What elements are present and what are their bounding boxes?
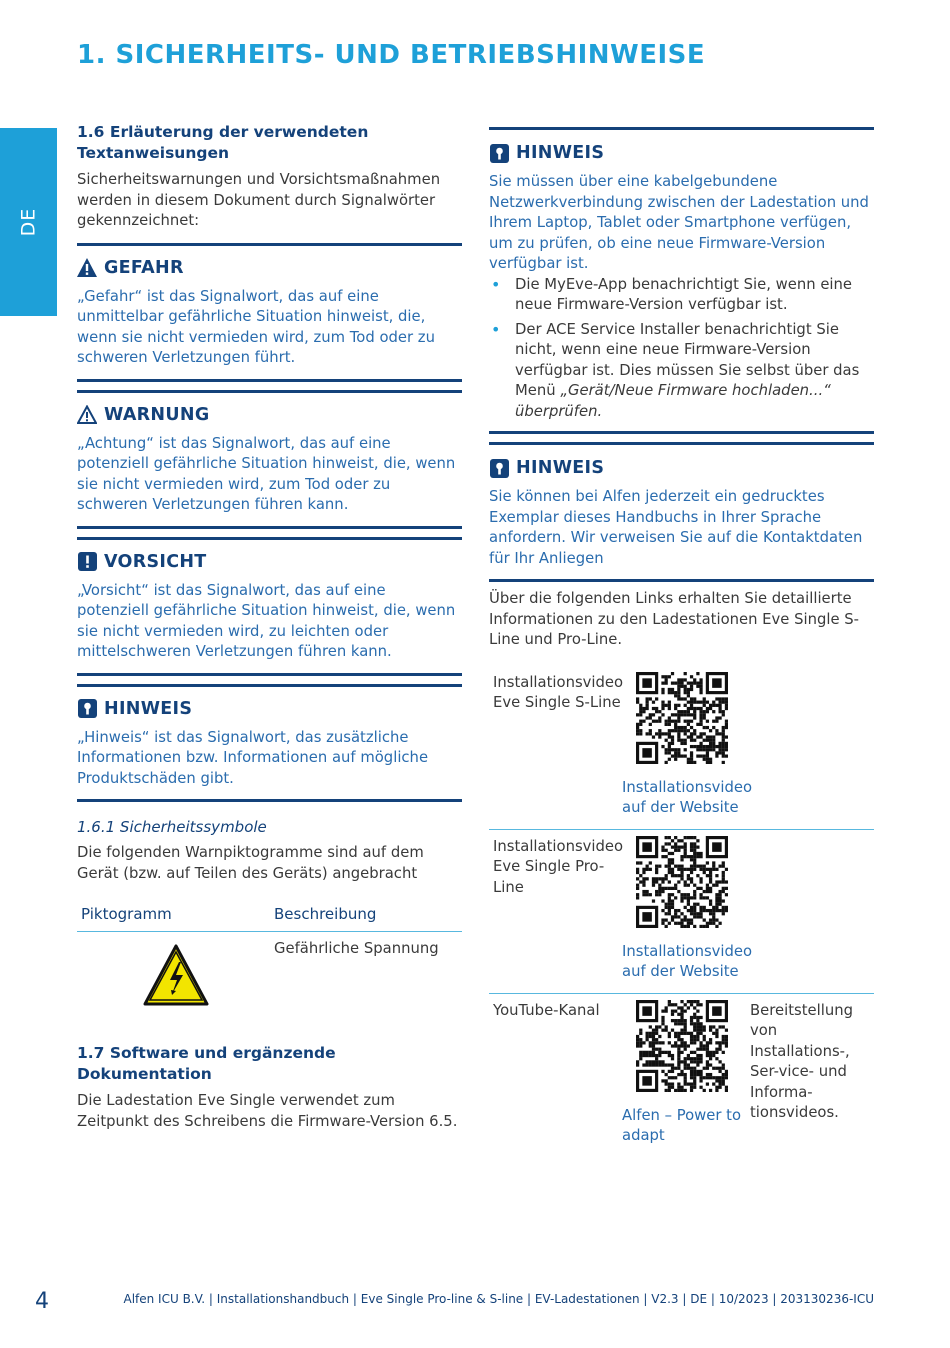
page-title: 1. SICHERHEITS- UND BETRIEBSHINWEISE bbox=[77, 40, 706, 70]
list-item bbox=[489, 320, 874, 423]
divider bbox=[77, 799, 462, 802]
keyhole-square-icon bbox=[489, 458, 509, 478]
link-caption[interactable]: Installationsvideo auf der Website bbox=[622, 778, 753, 816]
divider bbox=[77, 379, 462, 382]
link-label: YouTube-Kanal bbox=[493, 1001, 600, 1019]
notice-vorsicht bbox=[77, 540, 462, 663]
notice-hinweis-title: HINWEIS bbox=[104, 698, 193, 719]
table-header bbox=[77, 896, 462, 932]
danger-triangle-icon bbox=[77, 258, 97, 278]
notice-hinweis-print bbox=[489, 445, 874, 569]
table-row bbox=[77, 932, 462, 1019]
qr-code-icon[interactable] bbox=[636, 1000, 728, 1092]
pictogram-table bbox=[77, 896, 462, 1019]
link-row bbox=[489, 666, 874, 830]
bullet-text: Die MyEve-App benachrichtigt Sie, wenn eine neue Firmware-Version verfügbar ist. bbox=[515, 275, 853, 313]
divider bbox=[77, 526, 462, 529]
keyhole-square-icon bbox=[77, 699, 97, 719]
notice-gefahr-title: GEFAHR bbox=[104, 257, 184, 278]
notice-warnung-title: WARNUNG bbox=[104, 404, 210, 425]
link-caption[interactable]: Installationsvideo auf der Website bbox=[622, 942, 753, 980]
firmware-bullet-list bbox=[489, 275, 874, 423]
section-1-7-text: Die Ladestation Eve Single verwendet zum Zeitpunkt des Schreibens die Firmware-Version 6.5. bbox=[77, 1092, 458, 1130]
link-description: Bereitstellung von Installations-, Ser-vice- und Informa-tionsvideos. bbox=[750, 1001, 854, 1121]
section-1-7-heading: 1.7 Software und ergänzende Dokumentation bbox=[77, 1044, 336, 1083]
divider bbox=[489, 431, 874, 434]
notice-hinweis-firmware-title: HINWEIS bbox=[516, 143, 605, 163]
table-header-description: Beschreibung bbox=[274, 904, 377, 923]
notice-hinweis bbox=[77, 687, 462, 790]
divider bbox=[77, 673, 462, 676]
warning-triangle-outline-icon bbox=[77, 405, 97, 425]
link-row bbox=[489, 994, 874, 1154]
link-label: Installationsvideo Eve Single S-Line bbox=[493, 673, 624, 711]
link-description bbox=[750, 830, 874, 993]
exclamation-square-icon bbox=[77, 552, 97, 572]
link-caption[interactable]: Alfen – Power to adapt bbox=[622, 1106, 742, 1144]
section-1-6-1-heading: 1.6.1 Sicherheitssymbole bbox=[77, 818, 267, 836]
qr-code-icon[interactable] bbox=[636, 672, 728, 764]
bullet-text: Der ACE Service Installer benachrichtigt Sie nicht, wenn eine neue Firmware-Version verfügbar ist. Dies müssen Sie selbst über das Menü bbox=[515, 320, 860, 399]
divider bbox=[489, 579, 874, 582]
qr-code-icon[interactable] bbox=[636, 836, 728, 928]
notice-vorsicht-text: „Vorsicht“ ist das Signalwort, das auf eine potenziell gefährliche Situation hinweist, die, wenn sie nicht vermieden wird, zu leichten oder mittelschweren Verletzungen führen kann. bbox=[77, 581, 456, 660]
right-column bbox=[489, 127, 874, 1154]
section-1-6-intro: Sicherheitswarnungen und Vorsichtsmaßnahmen werden in diesem Dokument durch Signalwörter gekennzeichnet: bbox=[77, 171, 441, 229]
notice-hinweis-text: „Hinweis“ ist das Signalwort, das zusätzliche Informationen bzw. Informationen auf mögliche Produktschäden gibt. bbox=[77, 728, 429, 787]
notice-vorsicht-title: VORSICHT bbox=[104, 551, 207, 572]
high-voltage-warning-icon bbox=[143, 944, 209, 1019]
links-table bbox=[489, 666, 874, 1154]
table-header-pictogram: Piktogramm bbox=[81, 904, 172, 923]
notice-hinweis-firmware-text: Sie müssen über eine kabelgebundene Netzwerkverbindung zwischen der Ladestation und Ihrem Laptop, Tablet oder Smartphone verfügen, um zu prüfen, ob eine neue Firmware-Version verfügbar ist. bbox=[489, 173, 869, 272]
page-number: 4 bbox=[35, 1289, 49, 1314]
keyhole-square-icon bbox=[489, 143, 509, 163]
notice-gefahr-text: „Gefahr“ ist das Signalwort, das auf eine unmittelbar gefährliche Situation hinweist, die, wenn sie nicht vermieden wird, zum Tod oder zu schweren Verletzungen führt. bbox=[77, 287, 435, 366]
links-intro: Über die folgenden Links erhalten Sie detaillierte Informationen zu den Ladestationen Eve Single S-Line und Pro-Line. bbox=[489, 590, 860, 648]
section-1-6-heading: 1.6 Erläuterung der verwendeten Textanweisungen bbox=[77, 123, 369, 162]
link-row bbox=[489, 830, 874, 994]
link-description bbox=[750, 666, 874, 829]
language-tab-label: DE bbox=[17, 207, 40, 237]
page-footer: Alfen ICU B.V. | Installationshandbuch | Eve Single Pro-line & S-line | EV-Ladestationen | V2.3 | DE | 10/2023 | 203130236-ICU bbox=[123, 1292, 874, 1306]
left-column bbox=[77, 122, 462, 1132]
notice-warnung-text: „Achtung“ ist das Signalwort, das auf eine potenziell gefährliche Situation hinweist, die, wenn sie nicht vermieden wird, zum Tod oder zu schweren Verletzungen führen kann. bbox=[77, 434, 456, 513]
notice-hinweis-print-text: Sie können bei Alfen jederzeit ein gedrucktes Exemplar dieses Handbuchs in Ihrer Sprache anfordern. Wir verweisen Sie auf die Kontaktdaten für Ihr Anliegen bbox=[489, 488, 863, 567]
notice-hinweis-print-title: HINWEIS bbox=[516, 458, 605, 478]
notice-warnung bbox=[77, 393, 462, 516]
link-label: Installationsvideo Eve Single Pro-Line bbox=[493, 837, 624, 896]
section-1-6-1-text: Die folgenden Warnpiktogramme sind auf dem Gerät (bzw. auf Teilen des Geräts) angebracht bbox=[77, 844, 424, 882]
notice-hinweis-firmware bbox=[489, 130, 874, 422]
language-tab bbox=[0, 128, 57, 316]
table-cell-description: Gefährliche Spannung bbox=[274, 940, 439, 957]
notice-gefahr bbox=[77, 246, 462, 369]
list-item bbox=[489, 275, 874, 316]
menu-path-text: „Gerät/Neue Firmware hochladen...“ überprüfen. bbox=[515, 382, 831, 420]
